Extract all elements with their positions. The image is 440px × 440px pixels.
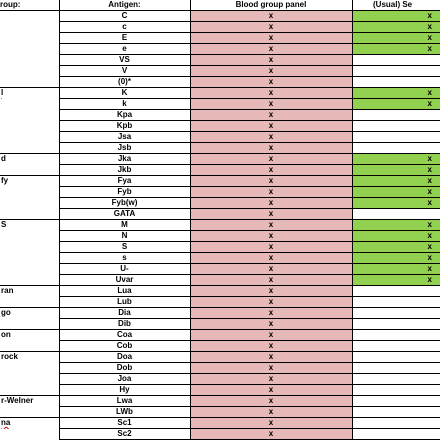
antigen-cell[interactable]: Lwa	[59, 396, 190, 407]
panel-cell[interactable]: x	[190, 385, 352, 396]
panel-cell[interactable]: x	[190, 396, 352, 407]
panel-cell[interactable]: x	[190, 11, 352, 22]
sera-cell[interactable]	[352, 330, 440, 341]
blood-group-cell[interactable]	[0, 22, 59, 33]
panel-cell[interactable]: x	[190, 297, 352, 308]
table-row	[0, 132, 440, 143]
antigen-cell[interactable]: c	[59, 22, 190, 33]
antigen-cell[interactable]: Hy	[59, 385, 190, 396]
antigen-cell[interactable]: s	[59, 253, 190, 264]
sera-cell[interactable]: x	[352, 220, 440, 231]
table-row	[0, 209, 440, 220]
sera-cell[interactable]: x	[352, 44, 440, 55]
antigen-cell[interactable]: GATA	[59, 209, 190, 220]
table-row	[0, 22, 440, 33]
blood-group-cell[interactable]	[0, 121, 59, 132]
antigen-cell[interactable]: Fya	[59, 176, 190, 187]
sera-cell[interactable]	[352, 297, 440, 308]
antigen-cell[interactable]: V	[59, 66, 190, 77]
blood-group-cell[interactable]	[0, 253, 59, 264]
antigen-cell[interactable]: S	[59, 242, 190, 253]
sera-cell[interactable]	[352, 66, 440, 77]
table-row	[0, 33, 440, 44]
sera-cell[interactable]: x	[352, 22, 440, 33]
table-row	[0, 429, 440, 440]
blood-group-cell[interactable]: S	[1, 220, 7, 229]
blood-group-cell[interactable]	[0, 407, 59, 418]
blood-group-cell[interactable]	[0, 275, 59, 286]
table-row	[0, 308, 440, 319]
header-usual-sera[interactable]: (Usual) Se	[352, 0, 440, 11]
sera-cell[interactable]: x	[352, 187, 440, 198]
antigen-cell[interactable]: Kpa	[59, 110, 190, 121]
table-row	[0, 198, 440, 209]
sera-cell[interactable]	[352, 429, 440, 440]
panel-cell[interactable]: x	[190, 209, 352, 220]
panel-cell[interactable]: x	[190, 374, 352, 385]
sera-cell[interactable]: x	[352, 231, 440, 242]
header-blood-group[interactable]: roup:	[0, 0, 59, 11]
antigen-cell[interactable]: Uvar	[59, 275, 190, 286]
antigen-cell[interactable]: Sc2	[59, 429, 190, 440]
panel-cell[interactable]: x	[190, 275, 352, 286]
antigen-cell[interactable]: Coa	[59, 330, 190, 341]
sera-cell[interactable]: x	[352, 242, 440, 253]
blood-group-cell[interactable]	[0, 231, 59, 242]
table-row	[0, 66, 440, 77]
panel-cell[interactable]: x	[190, 121, 352, 132]
sera-cell[interactable]	[352, 286, 440, 297]
table-row	[0, 352, 440, 363]
blood-group-cell[interactable]	[0, 77, 59, 88]
antigen-cell[interactable]: Cob	[59, 341, 190, 352]
table-row	[0, 418, 440, 429]
column-divider	[352, 0, 353, 440]
sera-cell[interactable]	[352, 418, 440, 429]
blood-group-cell[interactable]	[0, 374, 59, 385]
blood-group-cell[interactable]	[0, 55, 59, 66]
panel-cell[interactable]: x	[190, 33, 352, 44]
blood-group-cell[interactable]	[0, 66, 59, 77]
blood-group-cell[interactable]	[0, 297, 59, 308]
table-row	[0, 396, 440, 407]
antigen-cell[interactable]: Jsb	[59, 143, 190, 154]
sera-cell[interactable]: x	[352, 88, 440, 99]
table-row	[0, 275, 440, 286]
panel-cell[interactable]: x	[190, 264, 352, 275]
antigen-cell[interactable]: Fyb	[59, 187, 190, 198]
table-row	[0, 44, 440, 55]
sera-cell[interactable]	[352, 132, 440, 143]
blood-group-cell[interactable]	[0, 363, 59, 374]
sera-cell[interactable]	[352, 55, 440, 66]
blood-group-cell[interactable]	[0, 319, 59, 330]
antigen-cell[interactable]: VS	[59, 55, 190, 66]
sera-cell[interactable]: x	[352, 11, 440, 22]
antigen-cell[interactable]: Fyb(w)	[59, 198, 190, 209]
antigen-cell[interactable]: Jka	[59, 154, 190, 165]
antigen-cell[interactable]: U-	[59, 264, 190, 275]
blood-group-cell[interactable]: fy	[1, 176, 9, 185]
table-row	[0, 77, 440, 88]
blood-group-cell[interactable]	[0, 429, 59, 440]
antigen-cell[interactable]: (0)*	[59, 77, 190, 88]
blood-group-cell[interactable]	[0, 385, 59, 396]
blood-group-cell[interactable]	[0, 132, 59, 143]
panel-cell[interactable]: x	[190, 407, 352, 418]
table-row	[0, 286, 440, 297]
blood-group-cell[interactable]: go	[1, 308, 11, 317]
table-row	[0, 143, 440, 154]
panel-cell[interactable]: x	[190, 286, 352, 297]
panel-cell[interactable]: x	[190, 231, 352, 242]
header-blood-group-panel[interactable]: Blood group panel	[190, 0, 352, 11]
blood-group-cell[interactable]: na	[1, 418, 11, 427]
panel-cell[interactable]: x	[190, 363, 352, 374]
antigen-cell[interactable]: Jsa	[59, 132, 190, 143]
panel-cell[interactable]: x	[190, 429, 352, 440]
sera-cell[interactable]	[352, 209, 440, 220]
antigen-cell[interactable]: Lua	[59, 286, 190, 297]
blood-group-cell[interactable]	[0, 242, 59, 253]
sera-cell[interactable]: x	[352, 33, 440, 44]
blood-group-cell[interactable]	[0, 11, 59, 22]
sera-cell[interactable]	[352, 341, 440, 352]
table-row	[0, 110, 440, 121]
table-row	[0, 121, 440, 132]
table-row	[0, 99, 440, 110]
panel-cell[interactable]: x	[190, 176, 352, 187]
table-row	[0, 374, 440, 385]
table-row	[0, 253, 440, 264]
blood-group-cell[interactable]	[0, 165, 59, 176]
panel-cell[interactable]: x	[190, 220, 352, 231]
blood-group-cell[interactable]: ran	[1, 286, 14, 295]
antigen-cell[interactable]: E	[59, 33, 190, 44]
panel-cell[interactable]: x	[190, 99, 352, 110]
blood-group-cell[interactable]: rock	[1, 352, 18, 361]
sera-cell[interactable]	[352, 363, 440, 374]
blood-group-cell[interactable]	[0, 341, 59, 352]
antigen-cell[interactable]: Dob	[59, 363, 190, 374]
sera-cell[interactable]: x	[352, 198, 440, 209]
blood-group-cell[interactable]	[0, 110, 59, 121]
table-row	[0, 264, 440, 275]
panel-cell[interactable]: x	[190, 143, 352, 154]
panel-cell[interactable]: x	[190, 110, 352, 121]
panel-cell[interactable]: x	[190, 22, 352, 33]
table-row	[0, 55, 440, 66]
antigen-cell[interactable]: k	[59, 99, 190, 110]
antigen-cell[interactable]: Dia	[59, 308, 190, 319]
table-row	[0, 220, 440, 231]
antigen-cell[interactable]: K	[59, 88, 190, 99]
blood-group-cell[interactable]	[0, 198, 59, 209]
header-row	[0, 0, 440, 11]
sera-cell[interactable]: x	[352, 264, 440, 275]
panel-cell[interactable]: x	[190, 253, 352, 264]
blood-group-cell[interactable]	[0, 99, 59, 110]
sera-cell[interactable]: x	[352, 154, 440, 165]
sera-cell[interactable]	[352, 374, 440, 385]
table-row	[0, 297, 440, 308]
sera-cell[interactable]: x	[352, 275, 440, 286]
panel-cell[interactable]: x	[190, 66, 352, 77]
panel-cell[interactable]: x	[190, 44, 352, 55]
sera-cell[interactable]	[352, 352, 440, 363]
blood-group-cell[interactable]: l	[1, 88, 4, 97]
table-row	[0, 231, 440, 242]
antigen-cell[interactable]: C	[59, 11, 190, 22]
sera-cell[interactable]	[352, 143, 440, 154]
blood-group-cell[interactable]: r-Welner	[1, 396, 34, 405]
panel-cell[interactable]: x	[190, 132, 352, 143]
sera-cell[interactable]: x	[352, 253, 440, 264]
blood-group-cell[interactable]	[0, 143, 59, 154]
blood-group-cell[interactable]: d	[1, 154, 6, 163]
antigen-cell[interactable]: Lub	[59, 297, 190, 308]
table-row	[0, 88, 440, 99]
table-row	[0, 165, 440, 176]
antigen-cell[interactable]: LWb	[59, 407, 190, 418]
sera-cell[interactable]: x	[352, 99, 440, 110]
panel-cell[interactable]: x	[190, 341, 352, 352]
blood-group-cell[interactable]	[0, 264, 59, 275]
panel-cell[interactable]: x	[190, 154, 352, 165]
table-row	[0, 363, 440, 374]
antigen-cell[interactable]: e	[59, 44, 190, 55]
panel-cell[interactable]: x	[190, 352, 352, 363]
blood-group-cell[interactable]	[0, 44, 59, 55]
table-row	[0, 187, 440, 198]
antigen-cell[interactable]: M	[59, 220, 190, 231]
table-row	[0, 330, 440, 341]
panel-cell[interactable]: x	[190, 198, 352, 209]
panel-cell[interactable]: x	[190, 77, 352, 88]
panel-cell[interactable]: x	[190, 187, 352, 198]
sera-cell[interactable]	[352, 121, 440, 132]
blood-group-cell[interactable]: on	[1, 330, 11, 339]
antigen-cell[interactable]: N	[59, 231, 190, 242]
table-row	[0, 154, 440, 165]
table-row	[0, 385, 440, 396]
table-row	[0, 176, 440, 187]
table-row	[0, 11, 440, 22]
blood-group-cell[interactable]	[0, 209, 59, 220]
antigen-cell[interactable]: Doa	[59, 352, 190, 363]
panel-cell[interactable]: x	[190, 319, 352, 330]
sera-cell[interactable]	[352, 77, 440, 88]
sera-cell[interactable]	[352, 110, 440, 121]
sera-cell[interactable]	[352, 308, 440, 319]
sera-cell[interactable]	[352, 319, 440, 330]
blood-group-cell[interactable]	[0, 33, 59, 44]
sera-cell[interactable]	[352, 385, 440, 396]
sera-cell[interactable]: x	[352, 165, 440, 176]
panel-cell[interactable]: x	[190, 165, 352, 176]
table-row	[0, 341, 440, 352]
sera-cell[interactable]	[352, 396, 440, 407]
table-row	[0, 407, 440, 418]
antigen-cell[interactable]: Kpb	[59, 121, 190, 132]
panel-cell[interactable]: x	[190, 330, 352, 341]
antigen-cell[interactable]: Dib	[59, 319, 190, 330]
column-divider	[59, 0, 60, 440]
sera-cell[interactable]	[352, 407, 440, 418]
antigen-cell[interactable]: Joa	[59, 374, 190, 385]
blood-group-cell[interactable]	[0, 187, 59, 198]
panel-cell[interactable]: x	[190, 55, 352, 66]
panel-cell[interactable]: x	[190, 88, 352, 99]
antigen-cell[interactable]: Sc1	[59, 418, 190, 429]
header-antigen[interactable]: Antigen:	[59, 0, 190, 11]
panel-cell[interactable]: x	[190, 418, 352, 429]
table-row	[0, 319, 440, 330]
sera-cell[interactable]: x	[352, 176, 440, 187]
panel-cell[interactable]: x	[190, 242, 352, 253]
column-divider	[190, 0, 191, 440]
table-row	[0, 242, 440, 253]
antigen-cell[interactable]: Jkb	[59, 165, 190, 176]
panel-cell[interactable]: x	[190, 308, 352, 319]
